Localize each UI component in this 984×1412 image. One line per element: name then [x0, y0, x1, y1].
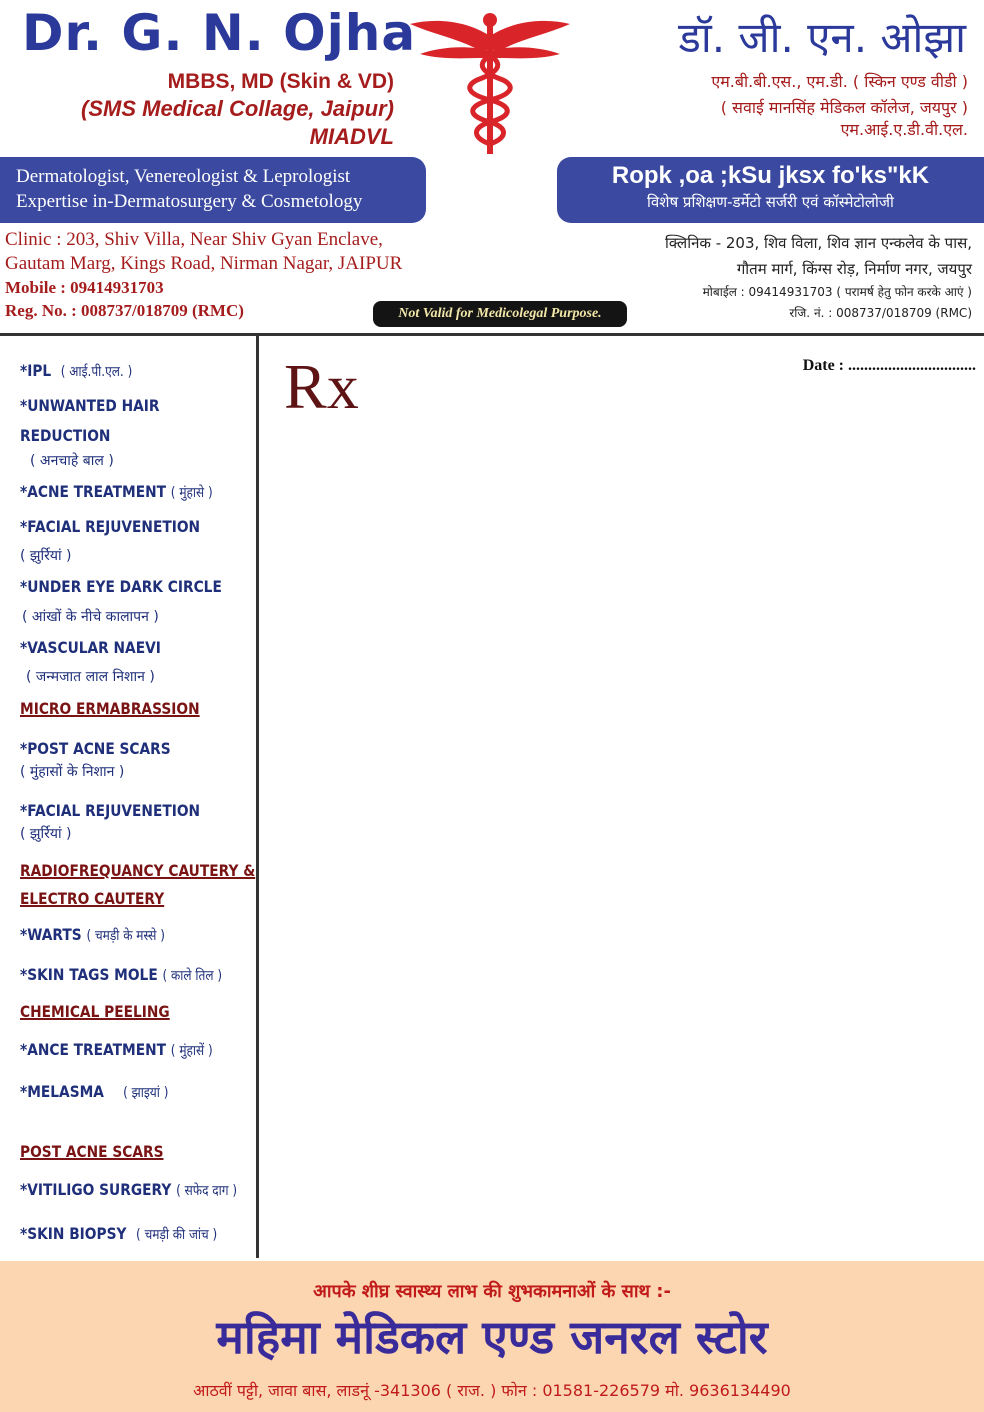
- service-label-hi: ( सफेद दाग ): [176, 1183, 238, 1199]
- service-skin-biopsy: [20, 1224, 217, 1244]
- clinic-hi-mobile: मोबाईल : 09414931703 ( परामर्ष हेतु फोन करके आएं ): [702, 285, 972, 299]
- service-warts: [20, 925, 165, 945]
- qualification-en-3: MIADVL: [309, 124, 394, 149]
- service-ance: [20, 1040, 213, 1060]
- service-vitiligo: [20, 1180, 237, 1200]
- service-vascular-hi: ( जन्मजात लाल निशान ): [26, 669, 155, 685]
- qualification-hi-2: ( सवाई मानसिंह मेडिकल कॉलेज, जयपुर ): [720, 98, 968, 117]
- specialty-line-1: Dermatologist, Venereologist & Leprologist: [16, 166, 351, 187]
- date-field[interactable]: Date : ................................: [802, 357, 976, 374]
- rx-symbol: Rx: [284, 351, 359, 422]
- service-label: *MELASMA: [20, 1082, 104, 1101]
- service-label: *ANCE TREATMENT: [20, 1040, 166, 1059]
- service-post-acne-hi: ( मुंहासों के निशान ): [20, 764, 125, 780]
- qualification-en-1: MBBS, MD (Skin & VD): [167, 70, 394, 93]
- service-label: *SKIN BIOPSY: [20, 1224, 127, 1243]
- service-acne: [20, 482, 213, 502]
- service-melasma: [20, 1082, 168, 1102]
- service-label-hi: ( मुंहासे ): [170, 485, 213, 501]
- service-label: *SKIN TAGS MOLE: [20, 965, 158, 984]
- specialty-hi-line-1: Ropk ,oa ;kSu jksx fo'ks"kK: [611, 162, 930, 189]
- qualification-en-2: (SMS Medical Collage, Jaipur): [81, 96, 394, 121]
- service-label-hi: ( चमड़ी के मस्से ): [86, 928, 165, 944]
- service-skin-tags: [20, 965, 222, 985]
- clinic-address-1: Clinic : 203, Shiv Villa, Near Shiv Gyan Enclave,: [5, 229, 383, 250]
- caduceus-icon: [405, 8, 575, 158]
- specialty-line-2: Expertise in-Dermatosurgery & Cosmetology: [16, 191, 363, 212]
- footer-store-name: महिमा मेडिकल एण्ड जनरल स्टोर: [216, 1310, 768, 1364]
- service-label-hi: ( झाइयां ): [123, 1085, 169, 1101]
- service-facial-2: *FACIAL REJUVENETION: [20, 801, 201, 820]
- service-label-hi: ( आई.पी.एल. ): [60, 364, 133, 380]
- service-ipl: [20, 361, 132, 381]
- sidebar-divider: [256, 336, 259, 1258]
- clinic-hi-reg: रजि. नं. : 008737/018709 (RMC): [789, 306, 972, 320]
- service-facial-2-hi: ( झुर्रियां ): [20, 826, 72, 842]
- service-label: *VITILIGO SURGERY: [20, 1180, 172, 1199]
- service-facial-1-hi: ( झुर्रियां ): [20, 548, 72, 564]
- doctor-name-hi: डॉ. जी. एन. ओझा: [678, 13, 966, 62]
- footer-address: आठवीं पट्टी, जावा बास, लाडनूं -341306 ( राज. ) फोन : 01581-226579 मो. 9636134490: [193, 1381, 791, 1400]
- clinic-info-hi: [665, 230, 972, 324]
- service-label-hi: ( मुंहासें ): [170, 1043, 213, 1059]
- section-post-acne-scars: POST ACNE SCARS: [20, 1142, 164, 1161]
- doctor-name-en: Dr. G. N. Ojha: [22, 4, 417, 62]
- service-post-acne: *POST ACNE SCARS: [20, 739, 171, 758]
- qualification-hi-3: एम.आई.ए.डी.वी.एल.: [840, 120, 968, 139]
- service-unwanted-hair-2: REDUCTION: [20, 426, 111, 445]
- clinic-hi-address-2: गौतम मार्ग, किंग्स रोड़, निर्माण नगर, जयपुर: [736, 260, 972, 278]
- service-facial-1: *FACIAL REJUVENETION: [20, 517, 201, 536]
- service-label-hi: ( काले तिल ): [162, 968, 223, 984]
- section-micro-ermabrassion: MICRO ERMABRASSION: [20, 699, 200, 718]
- service-unwanted-hair-hi: ( अनचाहे बाल ): [30, 453, 114, 469]
- service-unwanted-hair-1: *UNWANTED HAIR: [20, 396, 160, 415]
- service-under-eye: *UNDER EYE DARK CIRCLE: [20, 577, 222, 596]
- footer-wishes: आपके शीघ्र स्वास्थ्य लाभ की शुभकामनाओं के साथ :-: [313, 1281, 671, 1302]
- clinic-address-2: Gautam Marg, Kings Road, Nirman Nagar, JAIPUR: [5, 253, 403, 274]
- specialty-banner-en: [0, 157, 426, 223]
- service-label: *ACNE TREATMENT: [20, 482, 166, 501]
- clinic-info-en: [5, 228, 402, 322]
- qualification-hi-1: एम.बी.बी.एस., एम.डी. ( स्किन एण्ड वीडी ): [711, 72, 968, 91]
- specialty-banner-hi: [557, 157, 984, 223]
- section-chemical-peeling: CHEMICAL PEELING: [20, 1002, 170, 1021]
- specialty-hi-line-2: विशेष प्रशिक्षण-डर्मेटो सर्जरी एवं कॉस्मेटोलोजी: [647, 193, 894, 211]
- service-label: *WARTS: [20, 925, 82, 944]
- section-radiofrequancy-2: ELECTRO CAUTERY: [20, 889, 165, 908]
- header-divider: [0, 333, 984, 336]
- not-valid-badge: Not Valid for Medicolegal Purpose.: [373, 301, 627, 327]
- service-label: *IPL: [20, 361, 52, 380]
- service-label-hi: ( चमड़ी की जांच ): [136, 1227, 218, 1243]
- clinic-mobile: Mobile : 09414931703: [5, 278, 164, 297]
- section-radiofrequancy-1: RADIOFREQUANCY CAUTERY &: [20, 861, 256, 880]
- clinic-hi-address-1: क्लिनिक - 203, शिव विला, शिव ज्ञान एन्कलेव के पास,: [664, 234, 972, 252]
- clinic-reg-no: Reg. No. : 008737/018709 (RMC): [5, 301, 244, 320]
- service-under-eye-hi: ( आंखों के नीचे कालापन ): [22, 609, 159, 625]
- service-vascular: *VASCULAR NAEVI: [20, 638, 161, 657]
